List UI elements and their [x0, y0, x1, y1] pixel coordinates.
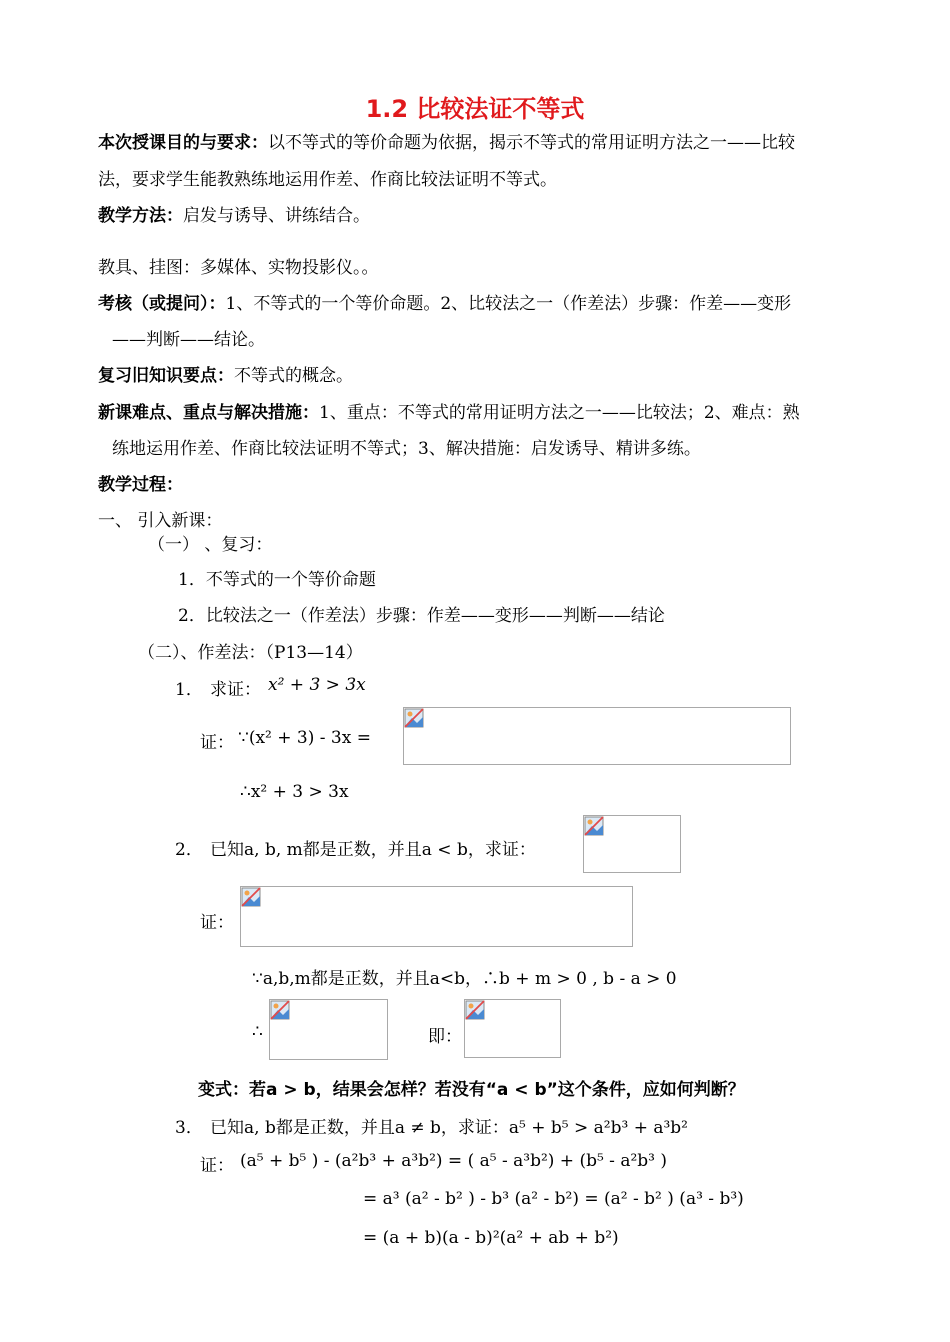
- key-line-2: 练地运用作差、作商比较法证明不等式；3、解决措施：启发诱导、精讲多练。: [112, 439, 701, 459]
- ex1-formula: x² + 3 > 3x: [268, 675, 366, 695]
- sub-difference: （二）、作差法：（P13—14）: [138, 643, 363, 663]
- ex1-prove-label: 求证：: [210, 680, 261, 700]
- assess-line-2: ——判断——结论。: [112, 330, 265, 350]
- assess-text: 1、不等式的一个等价命题。2、比较法之一（作差法）步骤：作差——变形: [225, 294, 792, 314]
- assess-line-1: [98, 289, 791, 314]
- ex3-line-3: = (a + b)(a - b)²(a² + ab + b²): [363, 1228, 619, 1248]
- review-text: 不等式的概念。: [234, 366, 353, 386]
- item-1: 1．不等式的一个等价命题: [178, 570, 376, 590]
- ex2-result-image: [269, 999, 388, 1060]
- ex3-number: 3．: [175, 1118, 203, 1138]
- ex2-ie-image: [464, 999, 561, 1058]
- ex2-reason-line: ∵a,b,m都是正数，并且a<b，∴b + m > 0 , b - a > 0: [252, 969, 677, 989]
- ex2-proof-label: 证：: [200, 913, 234, 933]
- ex3-line-1: (a⁵ + b⁵ ) - (a²b³ + a³b²) = ( a⁵ - a³b²) + (b⁵ - a²b³ ): [240, 1151, 668, 1171]
- ex1-conclusion: ∴x² + 3 > 3x: [240, 782, 349, 802]
- ex2-goal-image: [583, 815, 681, 873]
- key-line-1: [98, 398, 800, 423]
- ex1-number: 1．: [175, 680, 203, 700]
- ex1-proof-label: 证：: [200, 733, 234, 753]
- variant-question: 变式：若a > b，结果会怎样？若没有“a < b”这个条件，应如何判断？: [198, 1080, 745, 1100]
- method-text: 启发与诱导、讲练结合。: [183, 206, 370, 226]
- sub-review: （一） 、复习：: [148, 535, 273, 555]
- broken-image-icon: [584, 816, 604, 836]
- key-text: 1、重点：不等式的常用证明方法之一——比较法；2、难点：熟: [319, 403, 800, 423]
- method-label: 教学方法：: [98, 206, 183, 226]
- objectives-line-2: 法，要求学生能教熟练地运用作差、作商比较法证明不等式。: [98, 170, 557, 190]
- ex1-image-placeholder: [403, 707, 791, 765]
- review-line: [98, 361, 353, 386]
- objectives-label: 本次授课目的与要求：: [98, 133, 268, 153]
- method-line: [98, 201, 370, 226]
- broken-image-icon: [241, 887, 261, 907]
- process-label: 教学过程：: [98, 475, 183, 495]
- page-title: 1.2 比较法证不等式: [365, 95, 585, 123]
- ex3-text: 已知a, b都是正数，并且a ≠ b，求证：a⁵ + b⁵ > a²b³ + a³b²: [210, 1118, 688, 1138]
- broken-image-icon: [404, 708, 424, 728]
- ex3-proof-label: 证：: [200, 1156, 234, 1176]
- item-2: 2．比较法之一（作差法）步骤：作差——变形——判断——结论: [178, 606, 665, 626]
- objectives-text: 以不等式的等价命题为依据，揭示不等式的常用证明方法之一——比较: [268, 133, 795, 153]
- tools-line: 教具、挂图：多媒体、实物投影仪。。: [98, 258, 379, 278]
- ex2-ie-label: 即：: [428, 1027, 462, 1047]
- objectives-line-1: [98, 128, 795, 153]
- ex1-proof-formula: ∵(x² + 3) - 3x =: [238, 728, 371, 748]
- ex2-number: 2．: [175, 840, 203, 860]
- ex3-line-2: = a³ (a² - b² ) - b³ (a² - b²) = (a² - b² ) (a³ - b³): [363, 1189, 744, 1209]
- review-label: 复习旧知识要点：: [98, 366, 234, 386]
- ex2-proof-image: [240, 886, 633, 947]
- key-label: 新课难点、重点与解决措施：: [98, 403, 319, 423]
- ex2-text: 已知a, b, m都是正数，并且a < b，求证：: [210, 840, 536, 860]
- section-intro: 一、 引入新课：: [98, 511, 223, 531]
- broken-image-icon: [465, 1000, 485, 1020]
- assess-label: 考核（或提问）：: [98, 294, 226, 314]
- ex2-therefore: ∴: [252, 1022, 263, 1042]
- broken-image-icon: [270, 1000, 290, 1020]
